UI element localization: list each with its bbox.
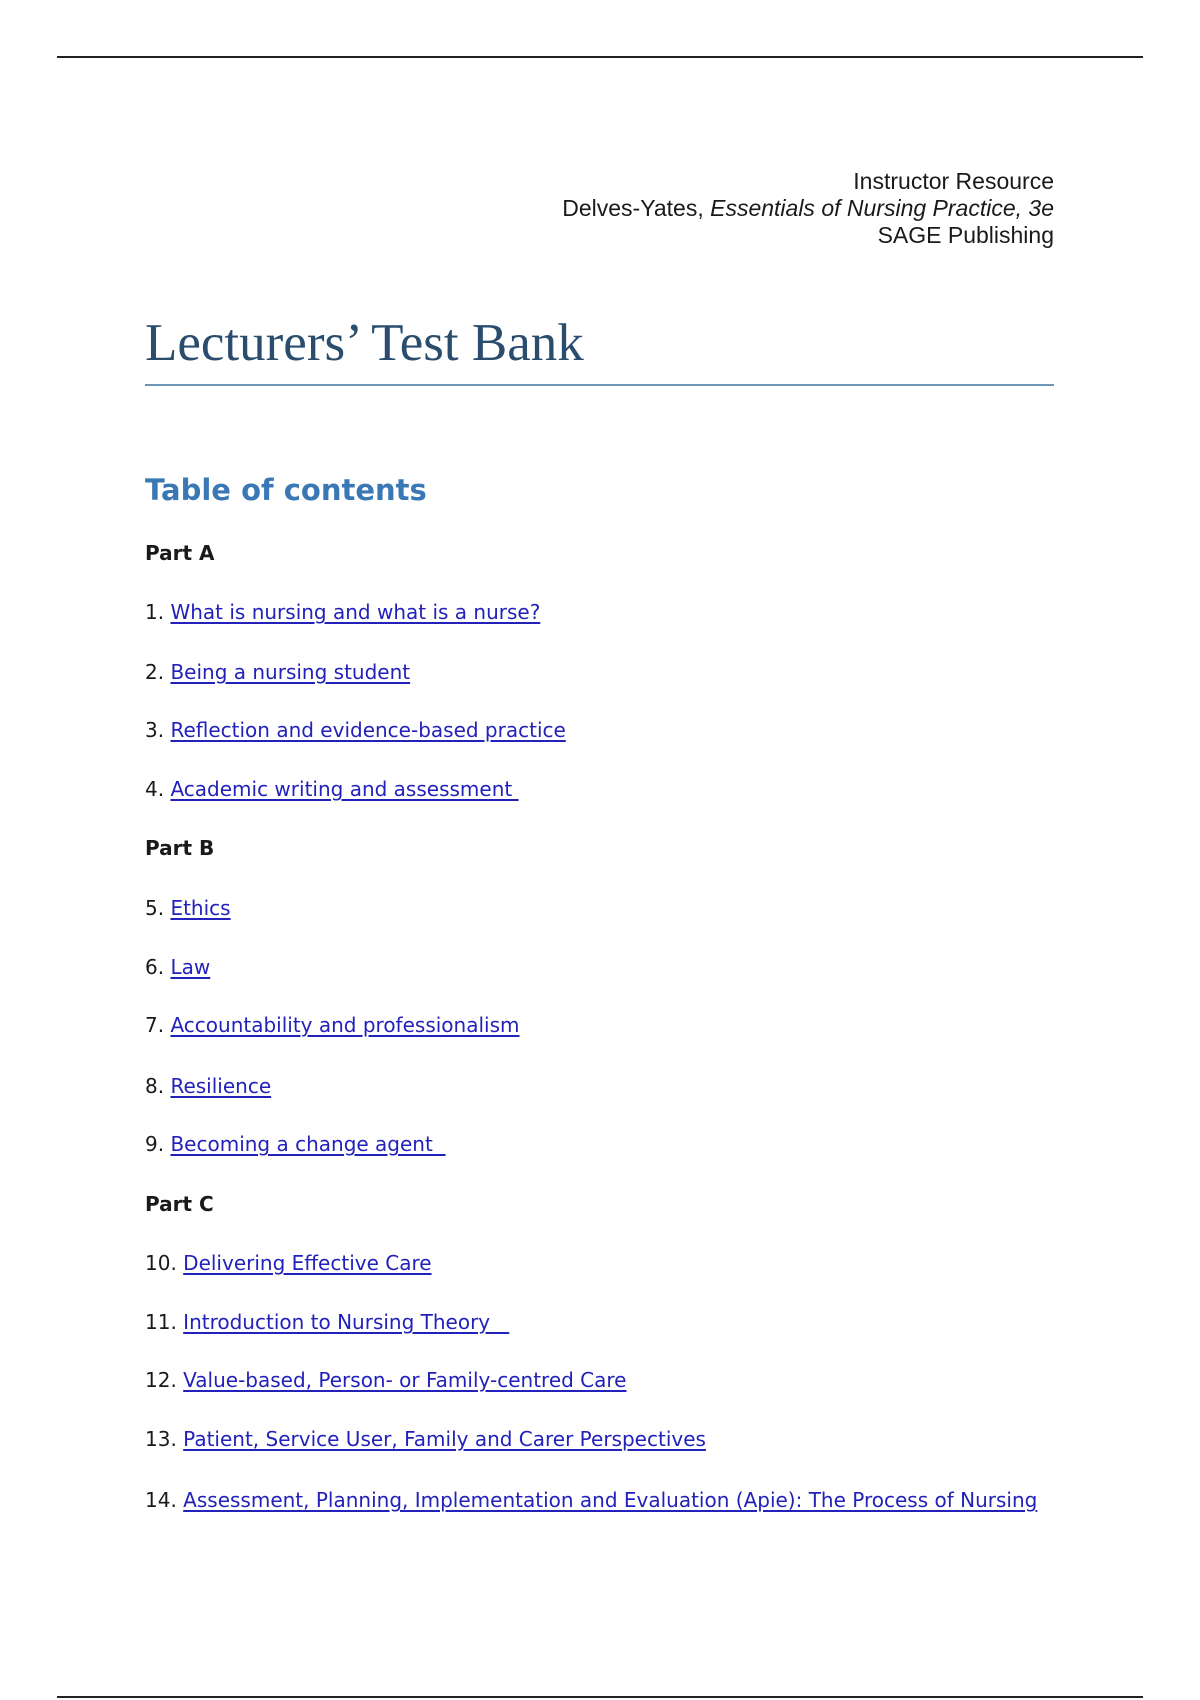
toc-item-number: 6. — [145, 955, 171, 979]
toc-item-number: 12. — [145, 1368, 184, 1392]
toc-link-chapter-12[interactable]: Value-based, Person- or Family-centred Care — [183, 1368, 627, 1392]
toc-item — [145, 1426, 706, 1452]
toc-link-chapter-3[interactable]: Reflection and evidence-based practice — [170, 718, 566, 742]
toc-item — [145, 1131, 446, 1157]
toc-item — [145, 1012, 520, 1038]
toc-item-number: 5. — [145, 896, 171, 920]
toc-item — [145, 599, 540, 625]
toc-item-number: 1. — [145, 600, 171, 624]
toc-link-chapter-13[interactable]: Patient, Service User, Family and Carer Perspectives — [183, 1427, 706, 1451]
toc-link-chapter-6[interactable]: Law — [170, 955, 211, 979]
top-rule — [57, 56, 1143, 58]
toc-item — [145, 895, 231, 921]
header-author: Delves-Yates, — [562, 195, 711, 221]
toc-link-chapter-5[interactable]: Ethics — [170, 896, 231, 920]
toc-item-number: 11. — [145, 1310, 184, 1334]
toc-item — [145, 776, 519, 802]
toc-item-number: 8. — [145, 1074, 171, 1098]
header-resource: Instructor Resource — [853, 168, 1054, 194]
toc-item — [145, 1367, 626, 1393]
toc-link-chapter-7[interactable]: Accountability and professionalism — [170, 1013, 520, 1037]
toc-item-number: 7. — [145, 1013, 171, 1037]
toc-link-chapter-9[interactable]: Becoming a change agent — [170, 1132, 446, 1156]
header-publisher: SAGE Publishing — [877, 222, 1054, 248]
toc-item — [145, 954, 210, 980]
toc-link-chapter-11[interactable]: Introduction to Nursing Theory — [183, 1310, 510, 1334]
toc-item-number: 13. — [145, 1427, 184, 1451]
toc-link-chapter-8[interactable]: Resilience — [170, 1074, 272, 1098]
bottom-rule — [57, 1696, 1143, 1698]
toc-item-number: 2. — [145, 660, 171, 684]
toc-item-number: 14. — [145, 1488, 184, 1512]
toc-link-chapter-1[interactable]: What is nursing and what is a nurse? — [170, 600, 541, 624]
toc-link-chapter-14[interactable]: Assessment, Planning, Implementation and Evaluation (Apie): The Process of Nursing — [183, 1488, 1038, 1512]
toc-item-number: 4. — [145, 777, 171, 801]
toc-part-b: Part B — [145, 836, 215, 860]
toc-part-a: Part A — [145, 541, 215, 565]
toc-heading: Table of contents — [145, 473, 427, 507]
toc-link-chapter-4[interactable]: Academic writing and assessment — [170, 777, 519, 801]
header-citation — [562, 195, 1054, 222]
header-book-title: Essentials of Nursing Practice, 3e — [710, 195, 1054, 221]
toc-item — [145, 717, 566, 743]
toc-item-number: 9. — [145, 1132, 171, 1156]
document-header — [562, 168, 1054, 249]
toc-link-chapter-10[interactable]: Delivering Effective Care — [183, 1251, 432, 1275]
toc-link-chapter-2[interactable]: Being a nursing student — [170, 660, 411, 684]
toc-item — [145, 1309, 509, 1335]
toc-item — [145, 1073, 271, 1099]
toc-item — [145, 1487, 1037, 1513]
toc-item-number: 10. — [145, 1251, 184, 1275]
toc-part-c: Part C — [145, 1192, 214, 1216]
toc-item-number: 3. — [145, 718, 171, 742]
document-title: Lecturers’ Test Bank — [145, 312, 1054, 386]
toc-item — [145, 659, 410, 685]
toc-item — [145, 1250, 432, 1276]
